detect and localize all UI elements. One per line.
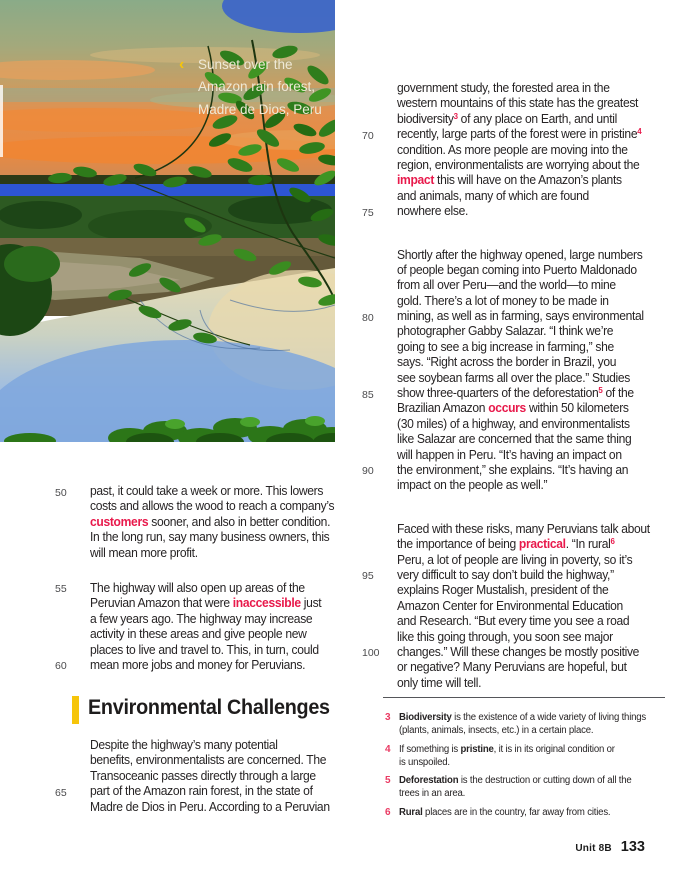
text-line [358,142,683,157]
text-line [358,613,683,628]
footnote-ref: 3 [453,110,458,121]
text-segment: Shortly after the highway opened, large numbers [397,246,643,262]
text-line [358,157,683,172]
heading-accent-bar [72,696,79,724]
text-segment: If something is [399,743,461,755]
text-line [51,498,361,513]
line-text [399,806,610,819]
line-text [397,323,613,338]
text-segment: the environment,” she explains. “It’s having an [397,461,629,477]
line-text [397,431,631,446]
text-line [358,385,683,400]
paragraph [358,247,683,493]
text-segment: The highway will also open up areas of the [90,579,305,595]
line-number [358,142,397,157]
text-line [358,308,683,323]
line-number: 95 [362,570,374,583]
line-number [51,498,90,513]
text-segment: trees in an area. [399,788,466,799]
text-line [358,80,683,95]
line-text [397,370,630,385]
text-segment: Amazon Center for Environmental Education [397,597,623,613]
line-text [397,582,608,597]
line-number [358,477,397,492]
line-text [397,188,589,203]
line-number: 6 [385,806,391,818]
line-text [397,613,629,628]
caption-line: Madre de Dios, Peru [198,101,322,117]
text-line [358,277,683,292]
text-line [358,567,683,582]
text-segment: Peru, a lot of people are living in poverty, so it’s [397,551,633,567]
text-line [358,370,683,385]
line-text [90,752,326,767]
line-number: 60 [55,660,67,673]
text-segment: this will have on the Amazon’s plants [434,172,622,188]
line-text [397,416,630,431]
left-column-lower [51,737,361,842]
text-segment: nowhere else. [397,203,469,219]
line-number: 4 [385,743,391,755]
line-text [399,711,646,724]
text-segment: Faced with these risks, many Peruvians talk about [397,520,650,536]
text-segment: activity in these areas and give people new [90,626,307,642]
term: Rural [399,806,423,818]
line-number [358,598,397,613]
line-text [399,724,593,737]
line-number: 70 [362,129,374,142]
text-segment: (plants, animals, insects, etc.) in a certain place. [399,725,594,736]
line-number [358,582,397,597]
line-text [397,567,614,582]
text-segment: is the destruction or cutting down of all the [458,775,632,786]
line-text [397,521,650,536]
text-segment: of people began coming into Puerto Maldonado [397,261,637,277]
text-line [358,262,683,277]
line-text [397,629,613,644]
text-segment: or negative? Many Peruvians are hopeful, but [397,659,627,675]
text-segment: show three-quarters of the deforestation [397,385,599,401]
caption-line: Sunset over the [198,57,293,72]
line-number [358,447,397,462]
text-segment: is the existence of a wide variety of living things [451,712,647,723]
text-segment: Madre de Dios in Peru. According to a Peruvian [90,798,330,814]
sunset-photo [0,0,335,442]
text-segment: condition. As more people are moving into the [397,141,628,157]
text-line [358,126,683,141]
line-text [90,626,307,641]
text-line [385,756,656,769]
text-segment: places are in the country, far away from cities. [422,806,611,818]
text-line [358,323,683,338]
text-segment: says. “Right across the border in Brazil, you [397,354,617,370]
line-number: 100 [362,647,380,660]
text-segment: and Research. “But every time you see a road [397,613,630,629]
line-number [51,799,90,814]
term: Deforestation [399,775,459,786]
line-text [90,595,321,610]
line-number [358,172,397,187]
line-number [358,293,397,308]
text-segment: Despite the highway’s many potential [90,737,278,752]
line-number [358,95,397,110]
line-number [358,521,397,536]
line-number [358,323,397,338]
text-segment: mean more jobs and money for Peruvians. [90,656,306,672]
line-number [358,339,397,354]
footnotes [385,711,656,824]
line-text [399,774,632,787]
line-number [385,756,399,769]
line-number [51,626,90,641]
text-segment: past, it could take a week or more. This lowers [90,483,324,498]
text-line [358,247,683,262]
vocabulary-keyword: impact [397,172,435,188]
line-text [397,80,610,95]
line-number [358,536,397,551]
line-number: 75 [362,206,374,219]
line-number [358,613,397,628]
text-line [385,774,656,787]
line-number [385,787,399,800]
line-number [358,262,397,277]
line-text [397,203,468,218]
page-footer [575,839,645,855]
line-text [90,514,330,529]
line-text [397,339,614,354]
line-number [51,752,90,767]
text-segment: places to live and travel to. This, in turn, could [90,641,319,657]
text-segment: costs and allows the wood to reach a company’s [90,498,335,514]
text-line [358,111,683,126]
vocabulary-keyword: practical [518,536,566,552]
line-number [51,611,90,626]
text-segment: In the long run, say many business owners, this [90,529,330,545]
text-line [51,799,361,814]
section-title: Environmental Challenges [88,695,330,719]
text-segment: impact on the people as well.” [397,477,548,493]
text-line [358,354,683,369]
line-text [399,743,615,756]
text-segment: Transoceanic passes directly through a large [90,767,316,783]
line-text [397,172,622,187]
caption-chevron-icon: ‹ [179,56,185,73]
line-text [90,657,305,672]
line-text [90,483,323,498]
text-segment: explains Roger Mustalish, president of the [397,582,609,598]
line-number [51,737,90,752]
text-segment: only time will tell. [397,674,482,690]
line-number: 85 [362,388,374,401]
text-segment: mining, as well as in farming, says environmental [397,308,644,324]
paragraph [358,80,683,219]
text-line [358,675,683,690]
text-segment: (30 miles) of a highway, and environmentalists [397,415,630,431]
text-line [51,529,361,544]
text-segment: western mountains of this state has the greatest [397,95,639,111]
line-number [358,675,397,690]
line-text [397,598,623,613]
line-number [358,370,397,385]
text-line [51,545,361,560]
text-line [51,626,361,641]
text-segment: part of the Amazon rain forest, in the state of [90,783,313,799]
paragraph [51,737,361,814]
line-text [90,737,278,752]
line-text [397,142,628,157]
line-text [397,385,634,400]
line-text [397,644,639,659]
text-line [51,768,361,783]
text-segment: biodiversity [397,110,454,126]
text-segment: see soybean farms all over the place.” Studies [397,369,631,385]
footnote [385,743,656,769]
text-segment: within 50 kilometers [525,400,629,416]
line-text [90,768,316,783]
line-text [90,498,334,513]
line-number [358,247,397,262]
page-number: 133 [620,839,645,855]
text-segment: going to see a big increase in farming,” she [397,338,614,354]
text-line [51,657,361,672]
line-text [397,536,615,551]
text-line [358,644,683,659]
text-segment: just [300,595,322,611]
text-segment: . “In rural [565,536,611,552]
footnote [385,774,656,800]
line-text [397,157,639,172]
line-text [90,580,305,595]
text-line [358,536,683,551]
line-text [397,675,481,690]
line-number [358,431,397,446]
line-number [51,642,90,657]
term: Biodiversity [399,712,452,723]
text-segment: Peruvian Amazon that were [90,595,233,611]
text-line [51,580,361,595]
line-number: 80 [362,311,374,324]
text-segment: like Salazar are concerned that the same thing [397,431,632,447]
line-text [397,552,632,567]
line-text [397,400,629,415]
text-segment: the importance of being [397,536,519,552]
text-line [51,737,361,752]
text-line [358,582,683,597]
vocabulary-keyword: inaccessible [232,595,301,611]
line-number [385,724,399,737]
text-line [358,552,683,567]
paragraph [51,483,361,560]
text-line [51,483,361,498]
text-line [385,787,656,800]
line-number [51,529,90,544]
line-number [358,354,397,369]
text-segment: will happen in Peru. “It’s having an impact on [397,446,622,462]
line-number [358,157,397,172]
right-column [358,80,683,718]
text-line [358,203,683,218]
line-number: 65 [55,786,67,799]
line-text [397,462,628,477]
line-number [358,400,397,415]
text-line [358,447,683,462]
unit-label: Unit 8B [575,843,612,854]
line-number [51,514,90,529]
footnote [385,806,656,819]
text-line [385,806,656,819]
text-line [358,416,683,431]
text-segment: Brazilian Amazon [397,400,489,416]
text-line [358,521,683,536]
line-text [90,783,313,798]
vocabulary-keyword: customers [90,513,149,529]
line-text [90,545,198,560]
text-line [358,339,683,354]
line-number [51,595,90,610]
text-line [358,172,683,187]
text-segment: a few years ago. The highway may increase [90,610,313,626]
text-segment: like this going through, you soon see major [397,628,613,644]
line-text [399,787,465,800]
text-segment: will mean more profit. [90,544,198,560]
text-segment: very difficult to say don’t build the highway,” [397,566,614,582]
text-segment: changes.” Will these changes be mostly positive [397,643,640,659]
text-line [51,752,361,767]
line-number: 90 [362,465,374,478]
line-text [397,477,547,492]
text-line [358,400,683,415]
text-line [358,598,683,613]
line-text [397,277,616,292]
line-text [397,262,637,277]
footnote-divider [383,697,665,698]
line-text [397,293,609,308]
line-number: 55 [55,583,67,596]
photo-caption [179,54,322,121]
footnote-ref: 5 [598,385,603,396]
text-line [358,293,683,308]
line-number [51,768,90,783]
text-line [385,711,656,724]
paragraph [358,521,683,690]
text-line [358,431,683,446]
text-segment: and animals, many of which are found [397,187,589,203]
line-number: 3 [385,712,391,723]
line-text [397,247,642,262]
line-number [358,80,397,95]
text-line [51,611,361,626]
text-line [385,724,656,737]
vocabulary-keyword: occurs [488,400,526,416]
line-text [90,799,330,814]
caption-line: Amazon rain forest, [198,79,316,95]
line-text [399,756,450,769]
line-number [358,659,397,674]
line-text [397,126,641,141]
footnote [385,711,656,737]
line-text [397,354,616,369]
text-segment: gold. There’s a lot of money to be made in [397,292,609,308]
line-number [358,629,397,644]
line-number [358,416,397,431]
line-text [397,447,622,462]
text-line [51,642,361,657]
text-segment: recently, large parts of the forest were in pristine [397,126,638,142]
text-line [358,462,683,477]
text-line [358,477,683,492]
text-line [51,595,361,610]
text-segment: , it is in its original condition or [493,743,615,755]
text-line [358,188,683,203]
line-text [397,659,627,674]
text-line [358,629,683,644]
text-line [51,783,361,798]
left-column-upper [51,483,361,692]
line-text [397,308,644,323]
line-number [51,545,90,560]
text-line [385,743,656,756]
line-number: 5 [385,775,391,786]
line-text [90,529,329,544]
text-segment: region, environmentalists are worrying about the [397,156,640,172]
line-number [358,188,397,203]
section-heading [72,695,351,724]
text-line [358,95,683,110]
line-number [358,277,397,292]
footnote-ref: 4 [637,126,642,137]
text-segment: sooner, and also in better condition. [148,513,331,529]
text-segment: government study, the forested area in the [397,80,610,95]
text-segment: is unspoiled. [399,756,450,768]
line-text [397,95,638,110]
text-segment: from all over Peru—and the world—to mine [397,277,616,293]
text-segment: photographer Gabby Salazar. “I think we’re [397,323,614,339]
line-text [397,111,617,126]
line-number: 50 [55,486,67,499]
text-segment: of the [602,385,634,401]
term: pristine [460,743,494,755]
footnote-ref: 6 [610,536,615,547]
line-text [90,642,319,657]
text-segment: of any place on Earth, and until [457,110,617,126]
text-line [358,659,683,674]
text-line [51,514,361,529]
line-number [358,111,397,126]
text-segment: benefits, environmentalists are concerned. The [90,752,327,768]
line-number [358,552,397,567]
paragraph [51,580,361,672]
line-text [90,611,312,626]
